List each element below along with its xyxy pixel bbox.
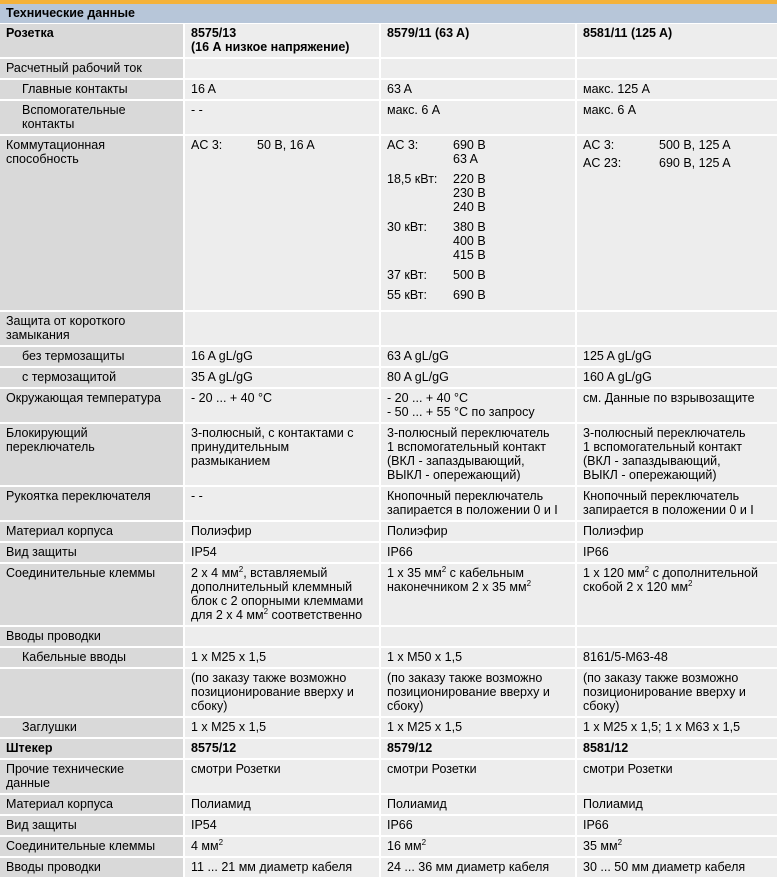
cell: IP66: [576, 815, 777, 836]
cell: IP66: [576, 542, 777, 563]
cell: (по заказу также возможно позиционирование вверху и сбоку): [576, 668, 777, 717]
table-row: [0, 311, 777, 346]
cell: Полиэфир: [380, 521, 576, 542]
row-label: Розетка: [0, 24, 184, 58]
cell: смотри Розетки: [380, 759, 576, 794]
cell: 2 x 4 $мм^2$, вставляемый дополнительный клеммный блок с 2 опорными клеммами для 2 x 4 $мм^2$ соответственно: [184, 563, 380, 626]
cell: IP54: [184, 815, 380, 836]
cell: IP54: [184, 542, 380, 563]
cell: 16 $мм^2$: [380, 836, 576, 857]
row-label: Соединительные клеммы: [0, 563, 184, 626]
table-row: [0, 100, 777, 135]
row-label: Блокирующий переключатель: [0, 423, 184, 486]
cell: 3-полюсный переключатель 1 вспомогательный контакт (ВКЛ - запаздывающий, ВЫКЛ - опережающий): [380, 423, 576, 486]
table-row: [0, 717, 777, 738]
table-row: [0, 521, 777, 542]
table-row: [0, 794, 777, 815]
cell: 30 ... 50 мм диаметр кабеля: [576, 857, 777, 878]
table-row: [0, 836, 777, 857]
table-row: [0, 857, 777, 878]
socket-model-3: 8581/11 (125 A): [576, 24, 777, 58]
table-row: [0, 135, 777, 311]
cell: (по заказу также возможно позиционирование вверху и сбоку): [184, 668, 380, 717]
cell: 80 A gL/gG: [380, 367, 576, 388]
table-row: [0, 815, 777, 836]
cell: макс. 6 A: [380, 100, 576, 135]
table-row: [0, 668, 777, 717]
cell: 8161/5-M63-48: [576, 647, 777, 668]
row-label: Расчетный рабочий ток: [0, 58, 184, 79]
table-row: [0, 738, 777, 759]
row-label: Вспомогательные контакты: [0, 100, 184, 135]
cell: - -: [184, 100, 380, 135]
row-label: Прочие технические данные: [0, 759, 184, 794]
row-label: Вид защиты: [0, 815, 184, 836]
cell: Полиамид: [380, 794, 576, 815]
table-row: [0, 58, 777, 79]
cell: Полиэфир: [184, 521, 380, 542]
row-label: Вводы проводки: [0, 626, 184, 647]
cell: Полиамид: [184, 794, 380, 815]
cell: 1 x 35 $мм^2$ с кабельным наконечником 2 x 35 $мм^2$: [380, 563, 576, 626]
cell: 4 $мм^2$: [184, 836, 380, 857]
row-label: Главные контакты: [0, 79, 184, 100]
spec-table: [0, 24, 777, 879]
cell: 63 A gL/gG: [380, 346, 576, 367]
table-row: [0, 346, 777, 367]
cell: 16 A: [184, 79, 380, 100]
cell: 35 $мм^2$: [576, 836, 777, 857]
table-row: [0, 647, 777, 668]
cell: - 20 ... + 40 °C - 50 ... + 55 °C по запросу: [380, 388, 576, 423]
cell: AC 3: 500 B, 125 A AC 23: 690 B, 125 A: [576, 135, 777, 311]
cell: 1 x M25 x 1,5: [184, 647, 380, 668]
row-label: без термозащиты: [0, 346, 184, 367]
cell: Кнопочный переключатель запирается в положении 0 и I: [380, 486, 576, 521]
cell: смотри Розетки: [184, 759, 380, 794]
row-label: Рукоятка переключателя: [0, 486, 184, 521]
table-row: [0, 423, 777, 486]
row-label: Материал корпуса: [0, 521, 184, 542]
table-row: [0, 79, 777, 100]
cell: 160 A gL/gG: [576, 367, 777, 388]
socket-model-1-note: (16 А низкое напряжение): [191, 40, 350, 54]
cell: макс. 6 A: [576, 100, 777, 135]
row-label: Заглушки: [0, 717, 184, 738]
cell: см. Данные по взрывозащите: [576, 388, 777, 423]
cell: 16 A gL/gG: [184, 346, 380, 367]
cell: - 20 ... + 40 °C: [184, 388, 380, 423]
cell: - -: [184, 486, 380, 521]
table-row: [0, 563, 777, 626]
cell: 63 A: [380, 79, 576, 100]
cell: 35 A gL/gG: [184, 367, 380, 388]
socket-model-1: 8575/13: [191, 26, 237, 40]
row-label: Материал корпуса: [0, 794, 184, 815]
cell: 8575/12: [184, 738, 380, 759]
socket-model-2: 8579/11 (63 A): [380, 24, 576, 58]
cell: (по заказу также возможно позиционирование вверху и сбоку): [380, 668, 576, 717]
cell: 1 x 120 $мм^2$ с дополнительной скобой 2 x 120 $мм^2$: [576, 563, 777, 626]
row-label: с термозащитой: [0, 367, 184, 388]
table-row: [0, 486, 777, 521]
cell: 1 x M25 x 1,5: [380, 717, 576, 738]
cell: 8581/12: [576, 738, 777, 759]
row-label: Соединительные клеммы: [0, 836, 184, 857]
row-label: Вводы проводки: [0, 857, 184, 878]
section-title: Технические данные: [0, 4, 777, 24]
table-row: [0, 626, 777, 647]
row-label: Защита от короткого замыкания: [0, 311, 184, 346]
cell: 3-полюсный, с контактами с принудительным размыканием: [184, 423, 380, 486]
cell: 8579/12: [380, 738, 576, 759]
cell: Кнопочный переключатель запирается в положении 0 и I: [576, 486, 777, 521]
cell: 3-полюсный переключатель 1 вспомогательный контакт (ВКЛ - запаздывающий, ВЫКЛ - опережающий): [576, 423, 777, 486]
cell: макс. 125 A: [576, 79, 777, 100]
row-label: Штекер: [0, 738, 184, 759]
row-label: Окружающая температура: [0, 388, 184, 423]
cell: 11 ... 21 мм диаметр кабеля: [184, 857, 380, 878]
table-row: [0, 367, 777, 388]
cell: IP66: [380, 815, 576, 836]
table-row: [0, 759, 777, 794]
cell: 1 x M25 x 1,5; 1 x M63 x 1,5: [576, 717, 777, 738]
cell: 1 x M25 x 1,5: [184, 717, 380, 738]
cell: AC 3: 50 B, 16 A: [184, 135, 380, 311]
cell: 24 ... 36 мм диаметр кабеля: [380, 857, 576, 878]
row-label: Коммутационная способность: [0, 135, 184, 311]
row-label: Вид защиты: [0, 542, 184, 563]
table-row: [0, 388, 777, 423]
cell: Полиамид: [576, 794, 777, 815]
table-row: [0, 542, 777, 563]
cell: AC 3: 690 B 63 A 18,5 кВт: 220 B 230 B 240 B 30 кВт: 380 B 400 B 415 B 37 кВт: 500 B 55 кВт: 690 B: [380, 135, 576, 311]
row-label: Кабельные вводы: [0, 647, 184, 668]
cell: Полиэфир: [576, 521, 777, 542]
cell: 125 A gL/gG: [576, 346, 777, 367]
cell: смотри Розетки: [576, 759, 777, 794]
cell: IP66: [380, 542, 576, 563]
table-row: [0, 24, 777, 58]
cell: 1 x M50 x 1,5: [380, 647, 576, 668]
